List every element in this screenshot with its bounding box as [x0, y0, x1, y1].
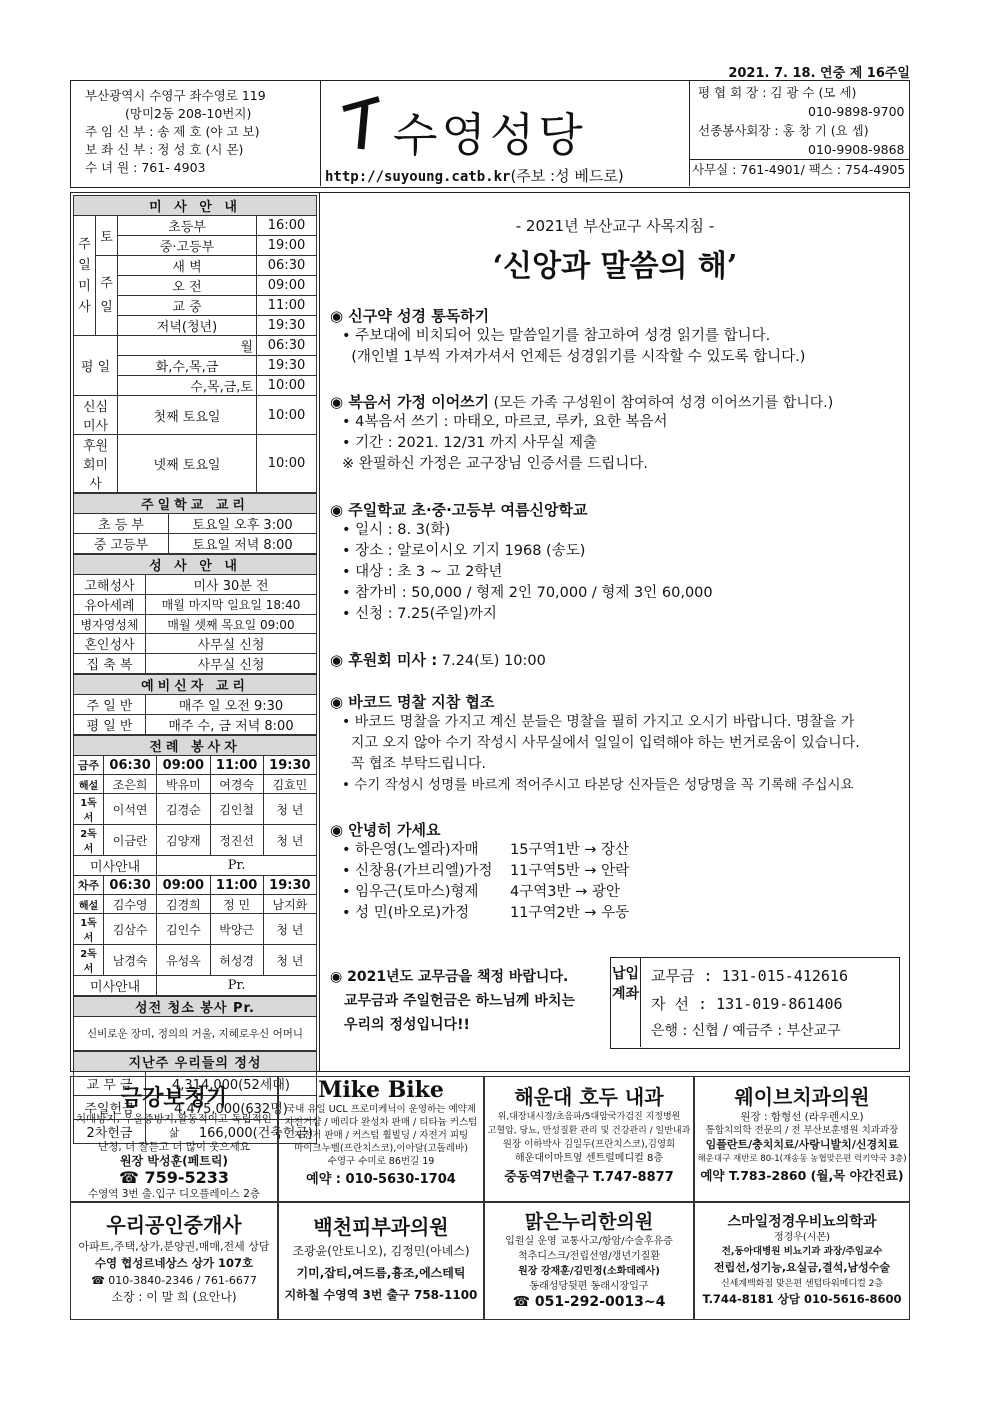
nun-house: 수 녀 원 : 761- 4903 [85, 160, 206, 175]
cell: 김인철 [210, 794, 263, 825]
section-barcode [330, 691, 910, 796]
cell: 교 무 금 [74, 1072, 146, 1096]
farewell-name: • 성 민(바오로)가정 [342, 905, 470, 921]
charity-account: 자 선 : 131-019-861406 [651, 995, 843, 1013]
cell: 조은희 [104, 775, 157, 794]
catechumen-title: 예비신자 교리 [74, 675, 317, 695]
farewell-move: 11구역5반 → 안락 [510, 863, 630, 879]
cell: 주 일 반 [74, 695, 146, 715]
main-content [320, 192, 910, 1072]
ad-phone: 중동역7번출구 T.747-8877 [504, 1170, 674, 1185]
saturday-label: 토 [96, 216, 118, 256]
section-gospel-writing [330, 391, 905, 475]
cell: 4,475,000(632명) [146, 1096, 317, 1120]
bullet: 지고 오지 않아 수기 작성시 사무실에서 일일이 입력해야 하는 번거로움이 있습니다. [342, 735, 860, 751]
pastoral-motto: ‘신앙과 말씀의 해’ [492, 249, 738, 284]
bullet: • 일시 : 8. 3(화) [342, 522, 451, 538]
ad-real-estate [70, 1202, 278, 1320]
ad-line: 통합치의학 전문의 / 전 부산보훈병원 치과과장 [705, 1125, 899, 1136]
tithe-line: ◉ 2021년도 교무금을 책정 바랍니다. [330, 969, 569, 985]
section-note: 7.24(토) 10:00 [437, 653, 546, 669]
mass-cell: 새 벽 [118, 256, 257, 276]
ad-line: 수영역 3번 출.입구 디오플레이스 2층 [87, 1188, 261, 1200]
farewell-move: 4구역3반 → 광안 [510, 884, 620, 900]
ad-line: 소장 : 이 말 희 (요안나) [111, 1290, 237, 1304]
cell: 허성경 [210, 945, 263, 976]
header [70, 80, 910, 188]
cell: 집 축 복 [74, 654, 146, 674]
ad-phone: 지하철 수영역 3번 출구 758-1100 [284, 1288, 478, 1302]
cell: 토요일 오후 3:00 [169, 514, 317, 534]
ad-line: 신세계백화점 맞은편 센텀타워메디컬 2층 [720, 1279, 884, 1289]
cleaning-table [73, 996, 317, 1051]
ad-line: 임플란트/충치치료/사랑니발치/신경치료 [705, 1138, 899, 1151]
cell: 이금란 [104, 825, 157, 856]
cell: 매월 마지막 일요일 18:40 [146, 595, 317, 615]
ad-line: 동래성당뒷편 동래시장입구 [529, 1281, 649, 1292]
mass-time: 06:30 [257, 256, 317, 276]
ad-line: 수영구 수미로 86번길 19 [327, 1156, 435, 1167]
cell: 해설 [74, 775, 104, 794]
mass-time: 10:00 [257, 376, 317, 396]
issue-date: 2021. 7. 18. 연중 제 16주일 [728, 66, 910, 81]
ad-line: 정경우(시몬) [773, 1232, 831, 1243]
cleaning-title: 성전 청소 봉사 Pr. [74, 997, 317, 1017]
mass-cell: 수,목,금,토 [118, 376, 257, 396]
section-summer-school [330, 499, 905, 625]
cell: 차주 [74, 876, 104, 895]
guideline-subtitle: - 2021년 부산교구 사목지침 - [515, 217, 715, 235]
bullet: ※ 완필하신 가정은 교구장님 인증서를 드립니다. [342, 456, 648, 472]
ad-line: 국내 유일 UCL 프로미케닉이 운영하는 예약제 [286, 1104, 476, 1115]
cell: 박유미 [157, 775, 210, 794]
cell: 매주 일 오전 9:30 [146, 695, 317, 715]
cell: 해설 [74, 895, 104, 914]
cell: 김인수 [157, 914, 210, 945]
mass-time: 16:00 [257, 216, 317, 236]
cell: 매주 수, 금 저녁 8:00 [146, 715, 317, 735]
cell: 유아세례 [74, 595, 146, 615]
cell: 06:30 [104, 876, 157, 895]
cell: 여경숙 [210, 775, 263, 794]
ad-line: 고혈압, 당뇨, 만성질환 관리 및 건강관리 / 일반내과 [487, 1126, 691, 1136]
mass-cell: 화,수,목,금 [118, 356, 257, 376]
cell: 09:00 [157, 756, 210, 775]
cell: 11:00 [210, 876, 263, 895]
cell: Pr. [157, 856, 317, 876]
missionary-chair: 선종봉사회장 : 홍 창 기 (요 셉) [698, 123, 869, 138]
cell: 주일헌금 [74, 1096, 146, 1120]
ad-mike-bike [278, 1076, 484, 1202]
contacts [689, 81, 909, 186]
mass-schedule [73, 195, 317, 493]
special-mass: 후원회미사 [74, 435, 118, 493]
ad-line: 아파트,주택,상가,분양권,매매,전세 상담 [78, 1240, 270, 1253]
ad-phone: 예약 : 010-5630-1704 [306, 1172, 456, 1187]
parish-logo: 수영성당 [393, 108, 587, 162]
ad-phone: 예약 T.783-2860 (월,목 야간진료) [700, 1168, 904, 1183]
mass-cell: 저녁(청년) [118, 316, 257, 336]
cell: 청 년 [263, 914, 316, 945]
mass-time: 06:30 [257, 336, 317, 356]
ad-line: 원장 박성훈(페트릭) [120, 1154, 228, 1168]
ad-line: 마이크누벨(프란치스코),이아달(고돌레바) [294, 1143, 468, 1154]
mass-time: 19:00 [257, 236, 317, 256]
cell: 2독서 [74, 825, 104, 856]
ad-line: 수영 협성르네상스 상가 107호 [94, 1256, 254, 1270]
mass-time: 10:00 [257, 396, 317, 435]
cell: 미사안내 [74, 976, 157, 996]
sunday-label: 주 일 [96, 256, 118, 336]
cell: 사무실 신청 [146, 634, 317, 654]
mass-title: 미 사 안 내 [74, 196, 317, 216]
bulletin-patron: (주보 :성 베드로) [510, 167, 624, 185]
cell: 평 일 반 [74, 715, 146, 735]
ad-line: 원장 강재훈/김민정(소화데레사) [518, 1266, 660, 1277]
bullet: (개인별 1부씩 가져가셔서 언제든 성경읽기를 시작할 수 있도록 합니다.) [342, 349, 806, 365]
cell: 혼인성사 [74, 634, 146, 654]
ad-line: 자전거 판매 / 커스텀 휠빌딩 / 자전거 피팅 [293, 1130, 469, 1141]
tithe-account: 교무금 : 131-015-412616 [651, 967, 848, 985]
cell: 1독서 [74, 914, 104, 945]
ad-line: 전립선,성기능,요실금,결석,남성수술 [713, 1261, 891, 1274]
offering-title: 지난주 우리들의 정성 [74, 1052, 317, 1072]
cell: 미사 30분 전 [146, 575, 317, 595]
liturgy-title: 전례 봉사자 [74, 736, 317, 756]
cell: 이석연 [104, 794, 157, 825]
section-farewell [330, 819, 905, 924]
ad-title: 스마일정경우비뇨의학과 [727, 1214, 877, 1230]
cell: 청 년 [263, 825, 316, 856]
cell: 정 민 [210, 895, 263, 914]
farewell-name: • 신창용(가브리엘)가정 [342, 863, 493, 879]
council-phone: 010-9898-9700 [808, 104, 905, 119]
church-logo-icon [339, 91, 387, 153]
cell: 1독서 [74, 794, 104, 825]
cell: 중 고등부 [74, 534, 169, 554]
cell: 정진선 [210, 825, 263, 856]
tithe-notice [330, 965, 610, 1037]
ad-title: 우리공인중개사 [106, 1213, 242, 1237]
account-label: 납입계좌 [611, 958, 641, 1047]
section-title: ◉ 신구약 성경 통독하기 [330, 307, 490, 325]
section-title: ◉ 후원회 미사 : [330, 651, 438, 669]
cell: 김삼수 [104, 914, 157, 945]
ad-line: 원장 이하박사 김일두(프란치스코),김영희 [502, 1139, 676, 1150]
bullet: • 참가비 : 50,000 / 형제 2인 70,000 / 형제 3인 60,000 [342, 585, 713, 601]
cell: 사무실 신청 [146, 654, 317, 674]
mass-cell: 초등부 [118, 216, 257, 236]
cell: 김경순 [157, 794, 210, 825]
ad-dental-clinic [694, 1076, 910, 1202]
cell: 김양재 [157, 825, 210, 856]
sunday-school-title: 주일학교 교리 [74, 494, 317, 514]
cell: 166,000(건축헌금) [146, 1120, 317, 1144]
ad-line: 해운대구 재반로 80-1(재송동 농협맞은편 럭키약국 3층) [697, 1154, 907, 1164]
ad-line: 입원실 운영 교통사고/항암/수술후유증 [505, 1236, 673, 1247]
farewell-name: • 하은영(노엘라)자매 [342, 842, 479, 858]
tithe-line: 우리의 정성입니다!! [344, 1017, 470, 1033]
cell: 19:30 [263, 876, 316, 895]
mass-cell: 중·고등부 [118, 236, 257, 256]
section-title: ◉ 복음서 가정 이어쓰기 [330, 393, 490, 411]
mass-time: 19:30 [257, 316, 317, 336]
mass-time: 09:00 [257, 276, 317, 296]
cell: 토요일 저녁 8:00 [169, 534, 317, 554]
weekday-label: 평 일 [74, 336, 118, 396]
cell: 2독서 [74, 945, 104, 976]
ad-phone: ☎ 010-3840-2346 / 761-6677 [91, 1274, 257, 1287]
mass-cell: 첫째 토요일 [118, 396, 257, 435]
ad-title: 금강보청기 [120, 1086, 228, 1111]
section-title: ◉ 주일학교 초·중·고등부 여름신앙학교 [330, 501, 588, 519]
bank-account-box [610, 957, 900, 1049]
cell: 미사안내 [74, 856, 157, 876]
bullet: • 기간 : 2021. 12/31 까지 사무실 제출 [342, 435, 598, 451]
bullet: • 수기 작성시 성명를 바르게 적어주시고 타본당 신자들은 성당명을 꼭 기록해 주십시요 [342, 777, 854, 793]
missionary-phone: 010-9908-9868 [808, 142, 905, 157]
address-line2: (망미2동 208-10번지) [125, 106, 252, 121]
section-note: (모든 가족 구성원이 참여하여 성경 이어쓰기를 합니다.) [489, 395, 834, 411]
sunday-school-table [73, 493, 317, 554]
bank-name: 은행 : 신협 / 예금주 : 부산교구 [651, 1023, 841, 1039]
cell: 청 년 [263, 945, 316, 976]
bullet: • 신청 : 7.25(주일)까지 [342, 606, 497, 622]
cell: 청 년 [263, 794, 316, 825]
logo-area [321, 81, 689, 186]
ad-urology [694, 1202, 910, 1320]
sacraments-title: 성 사 안 내 [74, 555, 317, 575]
ad-title: 해운대 호두 내과 [514, 1085, 664, 1109]
mass-cell: 월 [118, 336, 257, 356]
section-title: ◉ 안녕히 가세요 [330, 821, 441, 839]
bullet: • 장소 : 알로이시오 기지 1968 (송도) [342, 543, 586, 559]
ad-oriental-clinic [484, 1202, 694, 1320]
ad-title: 백천피부과의원 [313, 1215, 449, 1239]
ad-phone: T.744-8181 상담 010-5616-8600 [702, 1292, 902, 1306]
ad-line: 난청, 더 잘듣고 더 많이 웃으세요 [98, 1141, 250, 1153]
sunday-mass-label: 주 일 미 사 [74, 216, 96, 336]
cell: 병자영성체 [74, 615, 146, 634]
bullet: • 바코드 명찰을 가지고 계신 분들은 명찰을 필히 가지고 오시기 바랍니다. 명찰을 가 [342, 714, 855, 730]
cell: Pr. [157, 976, 317, 996]
farewell-move: 11구역2반 → 우동 [510, 905, 630, 921]
cell: 19:30 [263, 756, 316, 775]
mass-time: 11:00 [257, 296, 317, 316]
ad-hearing-aid [70, 1076, 278, 1202]
liturgy-table [73, 735, 317, 996]
ad-line: 자전거샵 / 메리다 완성차 판매 / 티타늄 커스텀 [284, 1117, 478, 1128]
cell: 김효민 [263, 775, 316, 794]
ad-title: 웨이브치과의원 [734, 1085, 870, 1109]
cell: 4,314,000(52세대) [146, 1072, 317, 1096]
cell: 김수영 [104, 895, 157, 914]
sacraments-table [73, 554, 317, 674]
cell: 남지화 [263, 895, 316, 914]
ad-line: 위,대장내시경/초음파/5대암국가검진 지정병원 [497, 1112, 681, 1122]
ad-line: 치매방지, 우울증방지,활동적이고 독립적인 삶 [76, 1113, 272, 1139]
cell: 매월 셋째 목요일 09:00 [146, 615, 317, 634]
cell: 김경희 [157, 895, 210, 914]
cell: 금주 [74, 756, 104, 775]
bullet: • 4복음서 쓰기 : 마태오, 마르코, 루카, 요한 복음서 [342, 414, 668, 430]
mass-cell: 교 중 [118, 296, 257, 316]
special-mass: 신심미사 [74, 396, 118, 435]
ad-line: 기미,잡티,여드름,흉조,에스테틱 [296, 1266, 466, 1280]
address-line1: 부산광역시 수영구 좌수영로 119 [85, 88, 266, 103]
ad-title: 맑은누리한의원 [524, 1211, 654, 1233]
farewell-move: 15구역1반 → 장산 [510, 842, 630, 858]
mass-time: 19:30 [257, 356, 317, 376]
ad-line: 조광윤(안토니오), 김정민(아녜스) [292, 1244, 470, 1258]
cell: 남경숙 [104, 945, 157, 976]
mass-time: 10:00 [257, 435, 317, 493]
ad-title: Mike Bike [318, 1077, 444, 1103]
parish-info [71, 81, 321, 186]
section-bible-reading [330, 305, 905, 368]
ad-dermatology [278, 1202, 484, 1320]
cell: 2차헌금 [74, 1120, 146, 1144]
ad-line: 척추디스크/전립선염/갱년기질환 [518, 1251, 660, 1262]
council-chair: 평 협 회 장 : 김 광 수 (모 세) [698, 85, 857, 100]
section-supporters-mass [330, 649, 905, 670]
pastor: 주 임 신 부 : 송 제 호 (야 고 보) [85, 124, 260, 139]
section-title: ◉ 바코드 명찰 지참 협조 [330, 693, 495, 711]
ad-internal-medicine [484, 1076, 694, 1202]
website-link[interactable]: http://suyoung.catb.kr [325, 169, 511, 185]
cell: 유성옥 [157, 945, 210, 976]
assistant-priest: 보 좌 신 부 : 정 성 호 (시 몬) [85, 142, 244, 157]
cell: 09:00 [157, 876, 210, 895]
cleaning-groups: 신비로운 장미, 정의의 거울, 지혜로우신 어머니 [74, 1017, 317, 1051]
mass-cell: 넷째 토요일 [118, 435, 257, 493]
office-phone: 사무실 : 761-4901/ 팩스 : 754-4905 [690, 159, 909, 179]
farewell-name: • 임우근(토마스)형제 [342, 884, 479, 900]
ad-line: 전,동아대병원 비뇨기과 과장/주임교수 [721, 1246, 883, 1257]
cell: 11:00 [210, 756, 263, 775]
catechumen-table [73, 674, 317, 735]
bullet: • 대상 : 초 3 ~ 고 2학년 [342, 564, 503, 580]
bullet: 꼭 협조 부탁드립니다. [342, 756, 486, 772]
ad-line: 원장 : 함형선 (라우렌시오) [740, 1111, 864, 1123]
ad-line: 해운대이마트옆 센트럴메디컬 8층 [515, 1153, 663, 1164]
tithe-line: 교무금과 주일헌금은 하느님께 바치는 [344, 993, 576, 1009]
cell: 고해성사 [74, 575, 146, 595]
cell: 박양근 [210, 914, 263, 945]
ad-phone: ☎ 759-5233 [118, 1168, 230, 1187]
cell: 초 등 부 [74, 514, 169, 534]
cell: 06:30 [104, 756, 157, 775]
ad-phone: ☎ 051-292-0013~4 [512, 1294, 666, 1310]
bullet: • 주보대에 비치되어 있는 말씀일기를 참고하여 성경 읽기를 합니다. [342, 328, 771, 344]
mass-cell: 오 전 [118, 276, 257, 296]
